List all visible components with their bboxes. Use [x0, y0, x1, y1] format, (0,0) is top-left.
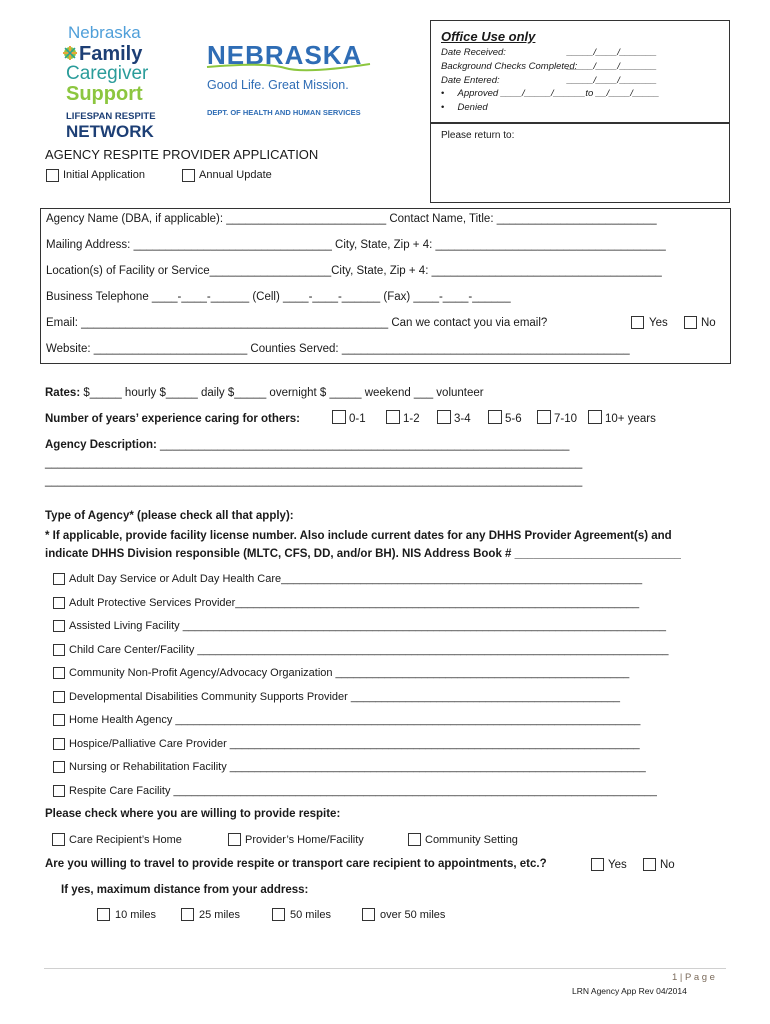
logo-support-text: Support: [66, 83, 143, 105]
office-use-heading: Office Use only: [441, 29, 536, 44]
agency-type-label[interactable]: Hospice/Palliative Care Provider ___________________________________________________________________: [69, 737, 640, 750]
travel-question: Are you willing to travel to provide respite or transport care recipient to appointments, etc.?: [45, 858, 547, 870]
initial-application-label: Initial Application: [63, 169, 145, 181]
logo-caregiver-text: Caregiver: [66, 63, 149, 84]
respite-location-checkbox[interactable]: [228, 833, 241, 846]
agency-type-label[interactable]: Adult Protective Services Provider__________________________________________________________________: [69, 596, 640, 609]
experience-checkbox[interactable]: [588, 410, 602, 424]
page-number: 1 | P a g e: [672, 972, 715, 983]
experience-option-label: 10+ years: [605, 413, 656, 425]
distance-label: If yes, maximum distance from your address:: [61, 884, 309, 896]
agency-type-label[interactable]: Nursing or Rehabilitation Facility ____________________________________________________________________: [69, 761, 646, 773]
experience-option-label: 0-1: [349, 413, 366, 425]
experience-option-label: 3-4: [454, 413, 471, 425]
rates-label: Rates:: [45, 387, 81, 399]
bullet-icon: •: [441, 102, 445, 113]
date-entered-label: Date Entered:: [441, 75, 500, 86]
agency-type-checkbox[interactable]: [53, 597, 65, 609]
agency-type-label[interactable]: Home Health Agency ____________________________________________________________________________: [69, 714, 641, 726]
distance-checkbox[interactable]: [272, 908, 285, 921]
agency-name-row[interactable]: Agency Name (DBA, if applicable): _________________________ Contact Name, Title: _________________________: [46, 213, 657, 225]
distance-option-label: 25 miles: [199, 909, 240, 921]
travel-yes-label: Yes: [608, 859, 627, 871]
experience-checkbox[interactable]: [537, 410, 551, 424]
bg-checks-label: Background Checks Completed:: [441, 61, 578, 72]
email-contact-no-checkbox[interactable]: [684, 316, 697, 329]
agency-type-checkbox[interactable]: [53, 785, 65, 797]
logo-dept: DEPT. OF HEALTH AND HUMAN SERVICES: [207, 108, 361, 117]
contact-info-box: [40, 208, 731, 364]
logo-lifespan-text: LIFESPAN RESPITE: [66, 111, 156, 122]
approved-label: Approved: [457, 88, 499, 99]
logo-nebraska-title: NEBRASKA: [207, 40, 363, 70]
respite-location-heading: Please check where you are willing to provide respite:: [45, 808, 341, 820]
type-of-agency-note-1: * If applicable, provide facility license number. Also include current dates for any DHHS Provider Agreement(s) and: [45, 530, 672, 542]
experience-checkbox[interactable]: [437, 410, 451, 424]
respite-location-label: Provider’s Home/Facility: [245, 834, 364, 846]
application-title: AGENCY RESPITE PROVIDER APPLICATION: [45, 147, 319, 162]
revision-label: LRN Agency App Rev 04/2014: [572, 986, 687, 996]
agency-type-checkbox[interactable]: [53, 738, 65, 750]
logo-family-text: Family: [79, 43, 143, 65]
experience-checkbox[interactable]: [386, 410, 400, 424]
agency-type-checkbox[interactable]: [53, 620, 65, 632]
website-row[interactable]: Website: ________________________ Counties Served: _____________________________________________: [46, 343, 630, 355]
agency-description-line1[interactable]: ________________________________________________________________: [160, 439, 570, 451]
agency-type-label[interactable]: Adult Day Service or Adult Day Health Care___________________________________________________________: [69, 573, 643, 585]
agency-type-label[interactable]: Child Care Center/Facility _____________________________________________________________________________: [69, 643, 669, 656]
date-received-blank: _____/____/_______: [567, 47, 657, 58]
logo-tagline: Good Life. Great Mission.: [207, 78, 349, 92]
respite-location-checkbox[interactable]: [408, 833, 421, 846]
nebraska-family-caregiver-logo: [62, 22, 172, 140]
agency-type-label[interactable]: Respite Care Facility _______________________________________________________________________________: [69, 784, 657, 797]
experience-option-label: 1-2: [403, 413, 420, 425]
email-contact-yes-checkbox[interactable]: [631, 316, 644, 329]
agency-type-label[interactable]: Assisted Living Facility _______________________________________________________________________________: [69, 620, 667, 632]
agency-description-label: Agency Description:: [45, 439, 157, 451]
email-contact-no-label: No: [701, 317, 716, 329]
travel-yes-checkbox[interactable]: [591, 858, 604, 871]
facility-location-row[interactable]: Location(s) of Facility or Service___________________City, State, Zip + 4: ____________________________________: [46, 265, 662, 277]
annual-update-label: Annual Update: [199, 169, 272, 181]
annual-update-checkbox[interactable]: [182, 169, 195, 182]
agency-type-checkbox[interactable]: [53, 761, 65, 773]
type-of-agency-note-2: indicate DHHS Division responsible (MLTC, CFS, DD, and/or BH). NIS Address Book # __________________________: [45, 548, 681, 560]
agency-type-checkbox[interactable]: [53, 714, 65, 726]
distance-checkbox[interactable]: [181, 908, 194, 921]
approved-blank: ____/_____/______to __/____/_____: [500, 88, 660, 99]
experience-option-label: 5-6: [505, 413, 522, 425]
distance-checkbox[interactable]: [362, 908, 375, 921]
experience-label: Number of years’ experience caring for others:: [45, 413, 301, 425]
experience-checkbox[interactable]: [488, 410, 502, 424]
initial-application-checkbox[interactable]: [46, 169, 59, 182]
respite-location-label: Care Recipient’s Home: [69, 834, 182, 846]
rates-fields[interactable]: $_____ hourly $_____ daily $_____ overnight $ _____ weekend ___ volunteer: [83, 387, 484, 399]
agency-description-line3[interactable]: ____________________________________________________________________________________: [45, 475, 583, 487]
footer-divider: [44, 968, 726, 969]
email-row[interactable]: Email: ________________________________________________ Can we contact you via email?: [46, 317, 548, 329]
distance-option-label: 10 miles: [115, 909, 156, 921]
logo-star-icon: [63, 46, 77, 60]
bg-checks-blank: _____/____/_______: [567, 61, 657, 72]
denied-label: Denied: [457, 102, 488, 113]
experience-checkbox[interactable]: [332, 410, 346, 424]
mailing-address-row[interactable]: Mailing Address: _______________________________ City, State, Zip + 4: ____________________________________: [46, 239, 666, 251]
date-entered-blank: _____/____/_______: [567, 75, 657, 86]
agency-type-label[interactable]: Community Non-Profit Agency/Advocacy Organization ________________________________________________: [69, 667, 630, 679]
agency-description-line2[interactable]: ____________________________________________________________________________________: [45, 457, 583, 469]
logo-network-text: NETWORK: [66, 122, 154, 140]
agency-description-row: [45, 439, 569, 451]
distance-option-label: 50 miles: [290, 909, 331, 921]
rates-row: [45, 387, 484, 399]
travel-no-checkbox[interactable]: [643, 858, 656, 871]
telephone-row[interactable]: Business Telephone ____-____-______ (Cell) ____-____-______ (Fax) ____-____-______: [46, 291, 511, 303]
type-of-agency-heading: Type of Agency* (please check all that apply):: [45, 510, 294, 522]
experience-option-label: 7-10: [554, 413, 578, 425]
distance-option-label: over 50 miles: [380, 909, 446, 921]
agency-type-label[interactable]: Developmental Disabilities Community Supports Provider ____________________________________________: [69, 690, 621, 703]
travel-no-label: No: [660, 859, 675, 871]
logo-nebraska-text: Nebraska: [68, 23, 141, 42]
respite-location-checkbox[interactable]: [52, 833, 65, 846]
nebraska-dhhs-logo: [205, 40, 375, 120]
denied-row: [441, 102, 488, 113]
bullet-icon: •: [441, 88, 445, 99]
date-received-label: Date Received:: [441, 47, 506, 58]
approved-row: [441, 88, 659, 99]
respite-location-label: Community Setting: [425, 834, 518, 846]
agency-type-checkbox[interactable]: [53, 667, 65, 679]
agency-type-checkbox[interactable]: [53, 644, 65, 656]
distance-checkbox[interactable]: [97, 908, 110, 921]
office-use-box: [430, 20, 730, 123]
return-to-label: Please return to:: [441, 130, 515, 141]
email-contact-yes-label: Yes: [649, 317, 668, 329]
agency-type-checkbox[interactable]: [53, 691, 65, 703]
return-to-box: [430, 123, 730, 203]
agency-type-checkbox[interactable]: [53, 573, 65, 585]
